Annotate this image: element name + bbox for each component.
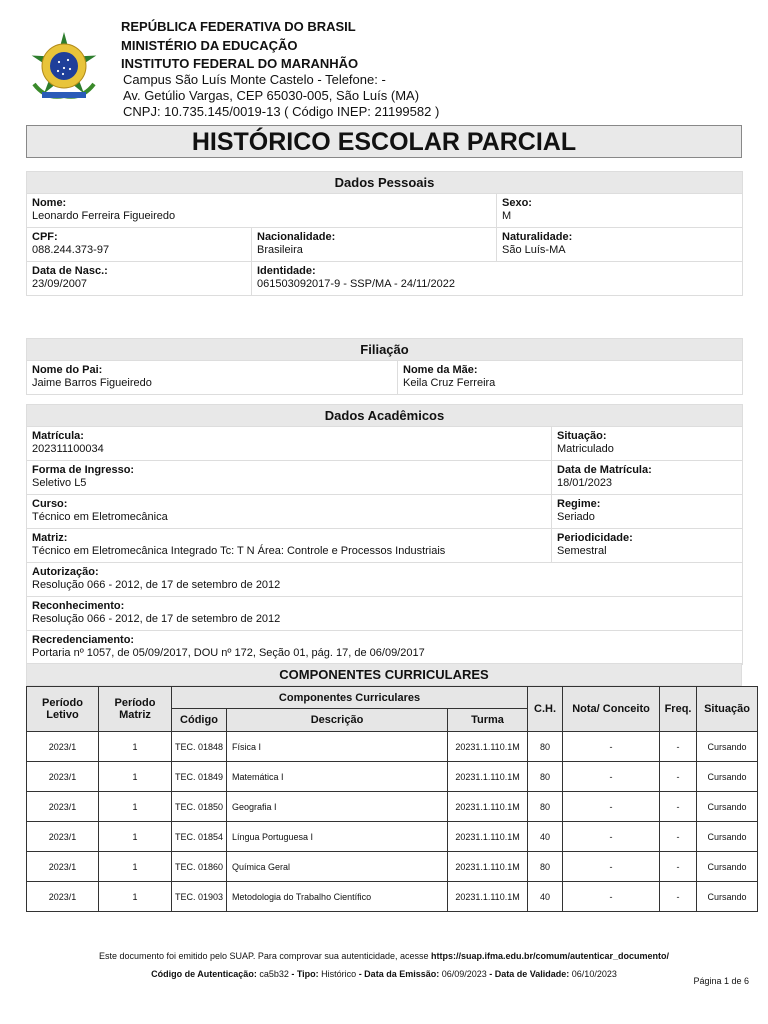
footer-auth-info (0, 969, 768, 979)
field-nacionalidade: Nacionalidade: Brasileira (252, 228, 497, 262)
cell-periodo-matriz: 1 (99, 792, 172, 822)
cell-turma: 20231.1.110.1M (448, 882, 528, 912)
brasil-coat-of-arms-icon (28, 30, 100, 102)
cell-freq: - (660, 792, 697, 822)
field-recredenciamento: Recredenciamento: Portaria nº 1057, de 05/09/2017, DOU nº 172, Seção 01, pág. 17, de 06/09/2017 (27, 631, 743, 665)
header-cnpj: CNPJ: 10.735.145/0019-13 ( Código INEP: 21199582 ) (123, 104, 440, 119)
header-republica: REPÚBLICA FEDERATIVA DO BRASIL (121, 19, 356, 34)
cell-periodo-letivo: 2023/1 (27, 882, 99, 912)
page-number: Página 1 de 6 (693, 976, 749, 986)
cell-descricao: Língua Portuguesa I (227, 822, 448, 852)
header-descricao: Descrição (227, 709, 448, 732)
tipo-value: Histórico (318, 969, 357, 979)
cell-situacao: Cursando (697, 882, 758, 912)
footer-note-text: Este documento foi emitido pelo SUAP. Para comprovar sua autenticidade, acesse (98, 951, 431, 961)
field-sexo: Sexo: M (497, 194, 743, 228)
header-endereco: Av. Getúlio Vargas, CEP 65030-005, São Luís (MA) (123, 88, 420, 103)
header-nota: Nota/ Conceito (563, 687, 660, 732)
cell-descricao: Matemática I (227, 762, 448, 792)
cell-periodo-matriz: 1 (99, 852, 172, 882)
cell-freq: - (660, 762, 697, 792)
cell-descricao: Química Geral (227, 852, 448, 882)
cell-freq: - (660, 732, 697, 762)
authenticity-link[interactable]: https://suap.ifma.edu.br/comum/autenticar_documento/ (431, 951, 670, 961)
filiacao-table (26, 338, 743, 395)
cell-situacao: Cursando (697, 852, 758, 882)
cell-periodo-letivo: 2023/1 (27, 852, 99, 882)
header-codigo: Código (172, 709, 227, 732)
field-regime: Regime: Seriado (552, 495, 743, 529)
field-nome: Nome: Leonardo Ferreira Figueiredo (27, 194, 497, 228)
table-row (27, 732, 758, 762)
cell-turma: 20231.1.110.1M (448, 762, 528, 792)
cell-situacao: Cursando (697, 792, 758, 822)
cell-periodo-matriz: 1 (99, 882, 172, 912)
field-nome-mae: Nome da Mãe: Keila Cruz Ferreira (398, 361, 743, 395)
cell-ch: 80 (528, 762, 563, 792)
cell-ch: 40 (528, 822, 563, 852)
cell-ch: 40 (528, 882, 563, 912)
table-row (27, 882, 758, 912)
header-instituto: INSTITUTO FEDERAL DO MARANHÃO (121, 56, 359, 71)
cell-descricao: Física I (227, 732, 448, 762)
cell-codigo: TEC. 01903 (172, 882, 227, 912)
field-nome-pai: Nome do Pai: Jaime Barros Figueiredo (27, 361, 398, 395)
section-heading: Dados Acadêmicos (27, 405, 743, 427)
field-cpf: CPF: 088.244.373-97 (27, 228, 252, 262)
cell-situacao: Cursando (697, 822, 758, 852)
validade-label: - Data de Validade: (486, 969, 570, 979)
cell-nota: - (563, 852, 660, 882)
table-row (27, 762, 758, 792)
table-row (27, 822, 758, 852)
tipo-label: - Tipo: (288, 969, 319, 979)
header-componentes: Componentes Curriculares (172, 687, 528, 709)
header-freq: Freq. (660, 687, 697, 732)
field-periodicidade: Periodicidade: Semestral (552, 529, 743, 563)
cell-freq: - (660, 822, 697, 852)
cell-turma: 20231.1.110.1M (448, 822, 528, 852)
cell-codigo: TEC. 01854 (172, 822, 227, 852)
field-situacao: Situação: Matriculado (552, 427, 743, 461)
header-periodo-matriz: Período Matriz (99, 687, 172, 732)
cell-periodo-letivo: 2023/1 (27, 822, 99, 852)
auth-code-value: ca5b32 (256, 969, 289, 979)
field-identidade: Identidade: 061503092017-9 - SSP/MA - 24/11/2022 (252, 262, 743, 296)
cell-periodo-matriz: 1 (99, 732, 172, 762)
emissao-label: - Data da Emissão: (356, 969, 440, 979)
cell-periodo-matriz: 1 (99, 762, 172, 792)
emissao-value: 06/09/2023 (439, 969, 487, 979)
section-heading: Filiação (27, 339, 743, 361)
cell-situacao: Cursando (697, 732, 758, 762)
componentes-table (26, 686, 758, 912)
field-matriz: Matriz: Técnico em Eletromecânica Integrado Tc: T N Área: Controle e Processos Industriais (27, 529, 552, 563)
dados-academicos-table (26, 404, 743, 665)
cell-ch: 80 (528, 732, 563, 762)
header-ministerio: MINISTÉRIO DA EDUCAÇÃO (121, 38, 298, 53)
cell-ch: 80 (528, 852, 563, 882)
page-title: HISTÓRICO ESCOLAR PARCIAL (26, 125, 742, 158)
header-periodo-letivo: Período Letivo (27, 687, 99, 732)
field-data-matricula: Data de Matrícula: 18/01/2023 (552, 461, 743, 495)
section-heading: Dados Pessoais (27, 172, 743, 194)
cell-turma: 20231.1.110.1M (448, 732, 528, 762)
auth-code-label: Código de Autenticação: (151, 969, 257, 979)
footer-authenticity-note (0, 951, 768, 961)
validade-value: 06/10/2023 (569, 969, 617, 979)
cell-periodo-letivo: 2023/1 (27, 792, 99, 822)
cell-codigo: TEC. 01860 (172, 852, 227, 882)
cell-codigo: TEC. 01850 (172, 792, 227, 822)
cell-descricao: Geografia I (227, 792, 448, 822)
cell-nota: - (563, 762, 660, 792)
table-row (27, 792, 758, 822)
componentes-heading: COMPONENTES CURRICULARES (26, 663, 742, 686)
dados-pessoais-table (26, 171, 743, 296)
document-header (0, 0, 768, 122)
cell-periodo-letivo: 2023/1 (27, 732, 99, 762)
cell-turma: 20231.1.110.1M (448, 792, 528, 822)
cell-freq: - (660, 852, 697, 882)
field-naturalidade: Naturalidade: São Luís-MA (497, 228, 743, 262)
cell-codigo: TEC. 01848 (172, 732, 227, 762)
cell-nota: - (563, 732, 660, 762)
cell-freq: - (660, 882, 697, 912)
field-curso: Curso: Técnico em Eletromecânica (27, 495, 552, 529)
cell-periodo-matriz: 1 (99, 822, 172, 852)
header-turma: Turma (448, 709, 528, 732)
cell-nota: - (563, 882, 660, 912)
field-reconhecimento: Reconhecimento: Resolução 066 - 2012, de 17 de setembro de 2012 (27, 597, 743, 631)
cell-codigo: TEC. 01849 (172, 762, 227, 792)
table-row (27, 852, 758, 882)
cell-nota: - (563, 822, 660, 852)
field-forma-ingresso: Forma de Ingresso: Seletivo L5 (27, 461, 552, 495)
field-autorizacao: Autorização: Resolução 066 - 2012, de 17 de setembro de 2012 (27, 563, 743, 597)
field-matricula: Matrícula: 202311100034 (27, 427, 552, 461)
cell-situacao: Cursando (697, 762, 758, 792)
field-data-nascimento: Data de Nasc.: 23/09/2007 (27, 262, 252, 296)
cell-nota: - (563, 792, 660, 822)
cell-descricao: Metodologia do Trabalho Científico (227, 882, 448, 912)
header-ch: C.H. (528, 687, 563, 732)
cell-periodo-letivo: 2023/1 (27, 762, 99, 792)
cell-ch: 80 (528, 792, 563, 822)
cell-turma: 20231.1.110.1M (448, 852, 528, 882)
header-campus: Campus São Luís Monte Castelo - Telefone: - (123, 72, 386, 87)
header-situacao: Situação (697, 687, 758, 732)
